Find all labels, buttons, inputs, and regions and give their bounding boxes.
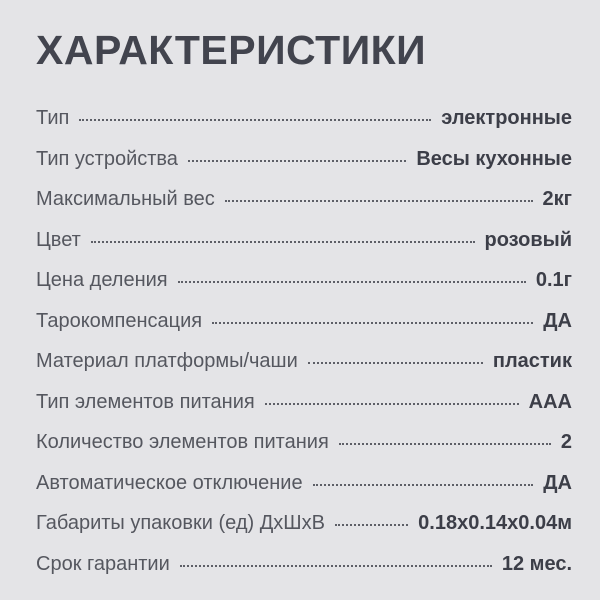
spec-label: Тип bbox=[36, 107, 70, 129]
spec-label: Тарокомпенсация bbox=[36, 309, 203, 332]
spec-label: Автоматическое отключение bbox=[36, 471, 303, 494]
spec-label: Материал платформы/чаши bbox=[36, 350, 298, 372]
spec-label: Максимальный вес bbox=[36, 188, 215, 210]
spec-value: Весы кухонные bbox=[416, 147, 572, 170]
spec-label: Тип элементов питания bbox=[36, 390, 255, 413]
spec-label: Количество элементов питания bbox=[36, 431, 329, 453]
page-title: ХАРАКТЕРИСТИКИ bbox=[36, 27, 427, 73]
spec-row bbox=[36, 301, 572, 342]
spec-value: 0.18x0.14x0.04м bbox=[418, 512, 572, 534]
spec-row bbox=[36, 139, 572, 180]
spec-label: Тип устройства bbox=[36, 147, 178, 170]
dotted-leader bbox=[265, 403, 519, 405]
dotted-leader bbox=[313, 484, 534, 486]
dotted-leader bbox=[335, 524, 408, 526]
spec-row bbox=[36, 544, 572, 585]
dotted-leader bbox=[212, 322, 533, 324]
dotted-leader bbox=[178, 281, 526, 283]
spec-value: AAA bbox=[528, 390, 572, 413]
spec-row bbox=[36, 220, 572, 261]
spec-list bbox=[36, 98, 572, 584]
spec-label: Срок гарантии bbox=[36, 552, 170, 575]
dotted-leader bbox=[79, 119, 431, 121]
dotted-leader bbox=[188, 160, 406, 162]
spec-value: пластик bbox=[492, 350, 572, 372]
spec-value: розовый bbox=[484, 228, 572, 251]
spec-row bbox=[36, 503, 572, 544]
spec-value: ДА bbox=[543, 309, 572, 332]
spec-row bbox=[36, 422, 572, 463]
dotted-leader bbox=[308, 362, 483, 364]
spec-row bbox=[36, 463, 572, 504]
spec-value: 0.1г bbox=[535, 269, 572, 291]
spec-value: 12 мес. bbox=[501, 552, 572, 575]
spec-value: 2 bbox=[560, 431, 572, 453]
spec-row bbox=[36, 179, 572, 220]
spec-value: ДА bbox=[543, 471, 572, 494]
dotted-leader bbox=[339, 443, 551, 445]
dotted-leader bbox=[91, 241, 475, 243]
spec-label: Цена деления bbox=[36, 269, 168, 291]
spec-value: 2кг bbox=[542, 188, 572, 210]
spec-row bbox=[36, 382, 572, 423]
spec-row bbox=[36, 260, 572, 301]
spec-value: электронные bbox=[441, 107, 572, 129]
dotted-leader bbox=[180, 565, 492, 567]
spec-label: Габариты упаковки (ед) ДхШхВ bbox=[36, 512, 325, 534]
spec-label: Цвет bbox=[36, 228, 81, 251]
spec-row bbox=[36, 98, 572, 139]
spec-row bbox=[36, 341, 572, 382]
dotted-leader bbox=[225, 200, 533, 202]
